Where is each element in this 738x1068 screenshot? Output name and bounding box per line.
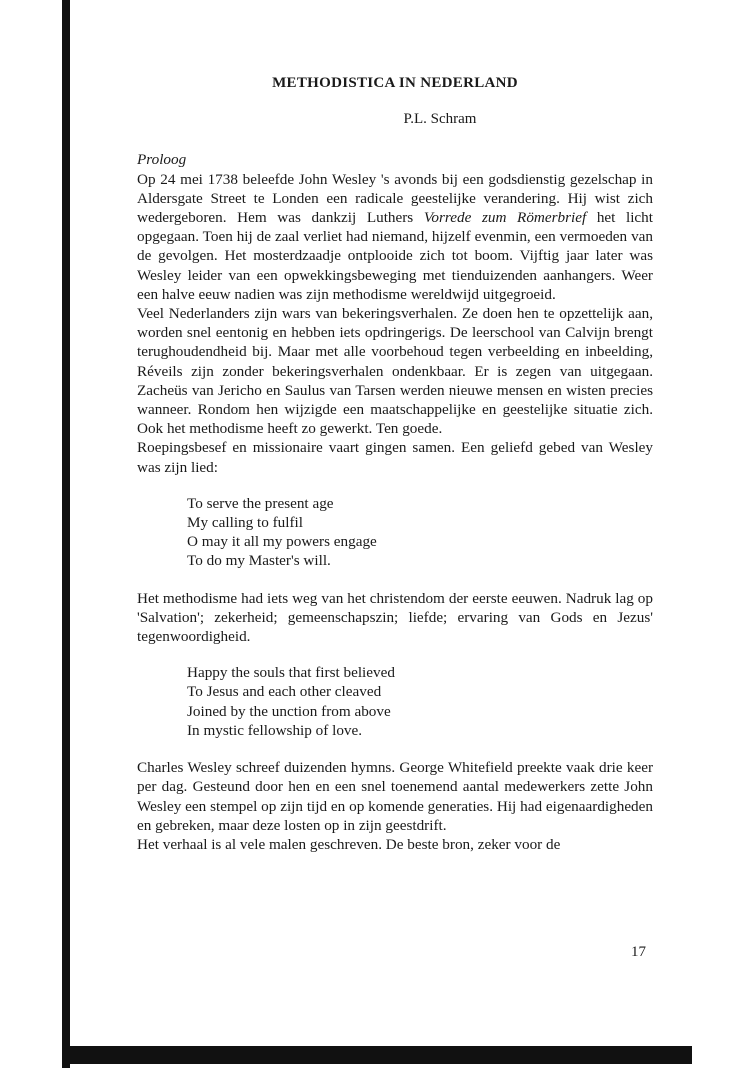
paragraph-2: Veel Nederlanders zijn wars van bekeringsverhalen. Ze doen hen te opzettelijk aan, worden snel eentonig en hebben iets opdringerigs. De leerschool van Calvijn brengt terughoudendheid bij. Maar met alle voorbehoud tegen verbeelding en inbeelding, Réveils zijn zonder bekeringsverhalen ondenkbaar. Er is zegen van uitgegaan. Zacheüs van Jericho en Saulus van Tarsen werden nieuwe mensen en wisten precies wanneer. Rondom hen wijzigde een maatschappelijke en geestelijke situatie zich. Ook het methodisme heeft zo gewerkt. Ten goede. [137,305,653,438]
poem-1-line: To serve the present age [187,494,334,512]
paragraph-1-part-1: Op 24 mei 1738 beleefde John Wesley 's avonds bij een godsdienstig gezelschap in Aldersgate Street te Londen een radicale geestelijke verandering. Hij wist zich wedergeboren. Hem was dankzij Luthers [137,170,653,227]
poem-2-line: Happy the souls that first believed [187,664,395,682]
paragraph-1-italic-title: Vorrede zum Römerbrief [423,209,587,227]
poem-1-line: My calling to fulfil [187,514,303,532]
poem-2 [187,663,653,740]
poem-1 [187,494,653,571]
paragraph-4: Het methodisme had iets weg van het christendom der eerste eeuwen. Nadruk lag op 'Salvation'; zekerheid; gemeenschapszin; liefde; ervaring van Gods en Jezus' tegenwoordigheid. [137,589,653,646]
paragraph-1 [137,170,653,304]
section-title: Proloog [137,151,187,169]
paragraph-6: Het verhaal is al vele malen geschreven. De beste bron, zeker voor de [137,835,561,853]
article-title: METHODISTICA IN NEDERLAND [272,75,518,91]
page-content [137,74,653,854]
paragraph-1-part-2: het licht opgegaan. Toen hij de zaal verliet had niemand, hijzelf evenmin, een vermoeden van de gevolgen. Het mosterdzaadje ontplooide zich tot boom. Vijftig jaar later was Wesley leider van een opwekkingsbeweging met tienduizenden aanhangers. Weer een halve eeuw nadien was zijn methodisme wereldwijd uitgegroeid. [137,209,653,303]
poem-1-line: O may it all my powers engage [187,533,377,551]
article-author: P.L. Schram [403,111,477,128]
paragraph-3: Roepingsbesef en missionaire vaart gingen samen. Een geliefd gebed van Wesley was zijn lied: [137,439,653,476]
paragraph-5: Charles Wesley schreef duizenden hymns. George Whitefield preekte vaak drie keer per dag. Gesteund door hen en een snel toenemend aantal medewerkers zette John Wesley een stempel op zijn tijd en op komende generaties. Hij had eigenaardigheden en gebreken, maar deze losten op in zijn geestdrift. [137,759,653,834]
page-number: 17 [631,944,646,960]
scan-edge-bottom [62,1046,692,1064]
scan-edge-left [62,0,70,1068]
poem-2-line: In mystic fellowship of love. [187,721,363,739]
poem-2-line: Joined by the unction from above [187,702,391,720]
poem-2-line: To Jesus and each other cleaved [187,683,382,701]
poem-1-line: To do my Master's will. [187,552,331,570]
